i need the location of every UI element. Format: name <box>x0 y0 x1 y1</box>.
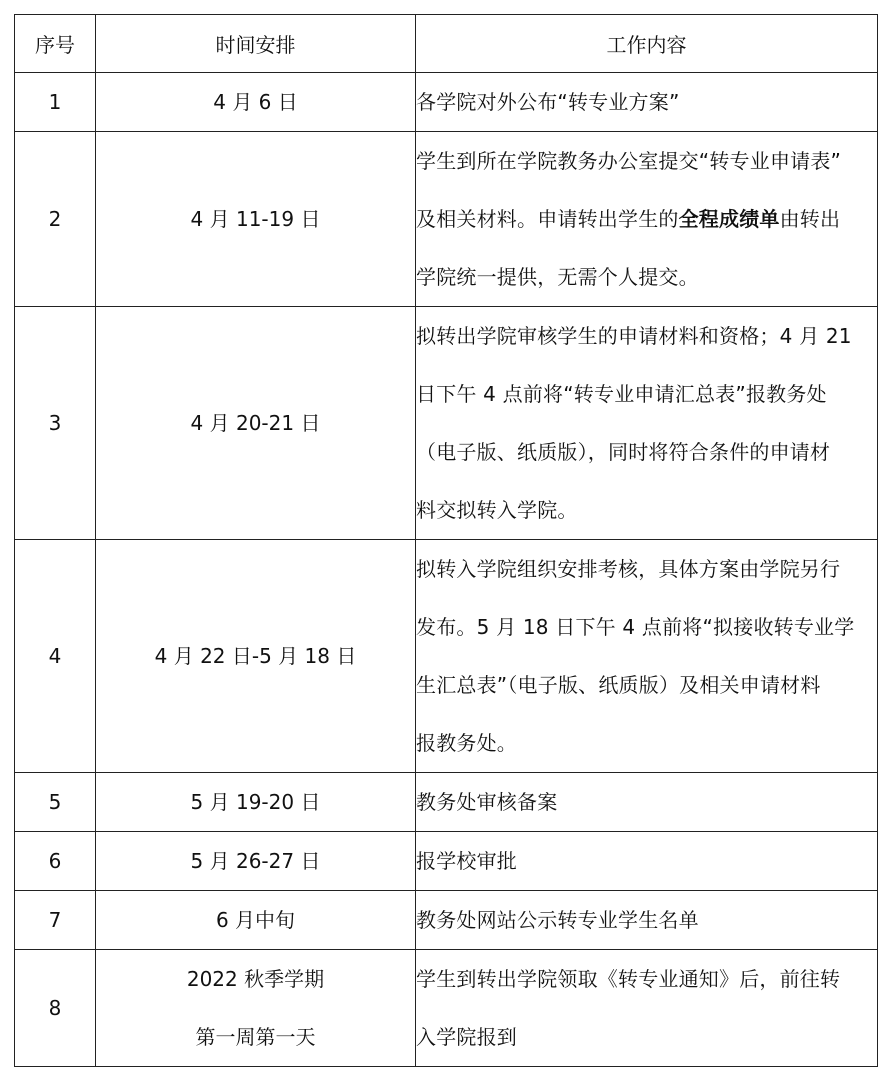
content-text: 各学院对外公布“转专业方案” <box>416 90 680 114</box>
row-number: 1 <box>15 73 96 132</box>
header-row <box>15 15 878 73</box>
header-no: 序号 <box>15 15 96 73</box>
row-time <box>96 540 416 773</box>
content-text: 入学院报到 <box>416 1025 517 1049</box>
time-line: 4 月 20-21 日 <box>190 411 321 435</box>
content-text: 生汇总表”（电子版、纸质版）及相关申请材料 <box>416 673 821 697</box>
content-line <box>416 714 877 772</box>
schedule-table <box>14 14 878 1067</box>
time-line: 5 月 19-20 日 <box>190 790 321 814</box>
content-text: 学院统一提供，无需个人提交。 <box>416 265 699 289</box>
content-line <box>416 540 877 598</box>
row-time <box>96 307 416 540</box>
content-line <box>416 950 877 1008</box>
time-line: 4 月 11-19 日 <box>190 207 321 231</box>
row-content <box>416 73 878 132</box>
row-content <box>416 132 878 307</box>
time-line: 第一周第一天 <box>195 1025 316 1049</box>
row-number: 7 <box>15 891 96 950</box>
content-line <box>416 73 877 131</box>
header-content: 工作内容 <box>416 15 878 73</box>
row-content <box>416 773 878 832</box>
content-text: 发布。5 月 18 日下午 4 点前将“拟接收转专业学 <box>416 615 855 639</box>
content-line <box>416 773 877 831</box>
table-row <box>15 307 878 540</box>
content-line <box>416 481 877 539</box>
content-text: 拟转出学院审核学生的申请材料和资格；4 月 21 <box>416 324 852 348</box>
time-line: 2022 秋季学期 <box>186 967 325 991</box>
content-text: （电子版、纸质版），同时将符合条件的申请材 <box>416 440 831 464</box>
content-text: 日下午 4 点前将“转专业申请汇总表”报教务处 <box>416 382 827 406</box>
content-text: 学生到转出学院领取《转专业通知》后，前往转 <box>416 967 841 991</box>
content-text: 拟转入学院组织安排考核，具体方案由学院另行 <box>416 557 841 581</box>
row-number: 2 <box>15 132 96 307</box>
table-row <box>15 773 878 832</box>
content-line <box>416 365 877 423</box>
table-row <box>15 73 878 132</box>
content-line <box>416 598 877 656</box>
content-line <box>416 832 877 890</box>
bold-term: 全程成绩单 <box>678 207 780 231</box>
table-body <box>15 73 878 1067</box>
content-text: 教务处网站公示转专业学生名单 <box>416 908 699 932</box>
content-line <box>416 891 877 949</box>
time-line: 5 月 26-27 日 <box>190 849 321 873</box>
content-line <box>416 248 877 306</box>
row-number: 5 <box>15 773 96 832</box>
row-content <box>416 540 878 773</box>
row-content <box>416 950 878 1067</box>
row-content <box>416 832 878 891</box>
time-line: 4 月 22 日-5 月 18 日 <box>154 644 357 668</box>
content-text: 学生到所在学院教务办公室提交“转专业申请表” <box>416 149 842 173</box>
content-line <box>416 423 877 481</box>
row-time <box>96 773 416 832</box>
content-text: 报教务处。 <box>416 731 517 755</box>
table-row <box>15 891 878 950</box>
content-text: 教务处审核备案 <box>416 790 558 814</box>
table-row <box>15 132 878 307</box>
row-number: 3 <box>15 307 96 540</box>
time-line: 6 月中旬 <box>215 908 296 932</box>
content-line <box>416 656 877 714</box>
row-content <box>416 891 878 950</box>
content-text: 报学校审批 <box>416 849 517 873</box>
row-number: 8 <box>15 950 96 1067</box>
row-number: 6 <box>15 832 96 891</box>
content-text: 料交拟转入学院。 <box>416 498 578 522</box>
content-line <box>416 307 877 365</box>
content-line <box>416 1008 877 1066</box>
row-time <box>96 891 416 950</box>
row-content <box>416 307 878 540</box>
row-time <box>96 950 416 1067</box>
table-row <box>15 832 878 891</box>
content-line <box>416 190 877 248</box>
content-text: 及相关材料。申请转出学生的 <box>416 207 679 231</box>
time-line: 4 月 6 日 <box>213 90 298 114</box>
row-number: 4 <box>15 540 96 773</box>
row-time <box>96 132 416 307</box>
table-row <box>15 950 878 1067</box>
table-row <box>15 540 878 773</box>
header-time: 时间安排 <box>96 15 416 73</box>
row-time <box>96 73 416 132</box>
row-time <box>96 832 416 891</box>
content-line <box>416 132 877 190</box>
content-text: 由转出 <box>779 207 841 231</box>
